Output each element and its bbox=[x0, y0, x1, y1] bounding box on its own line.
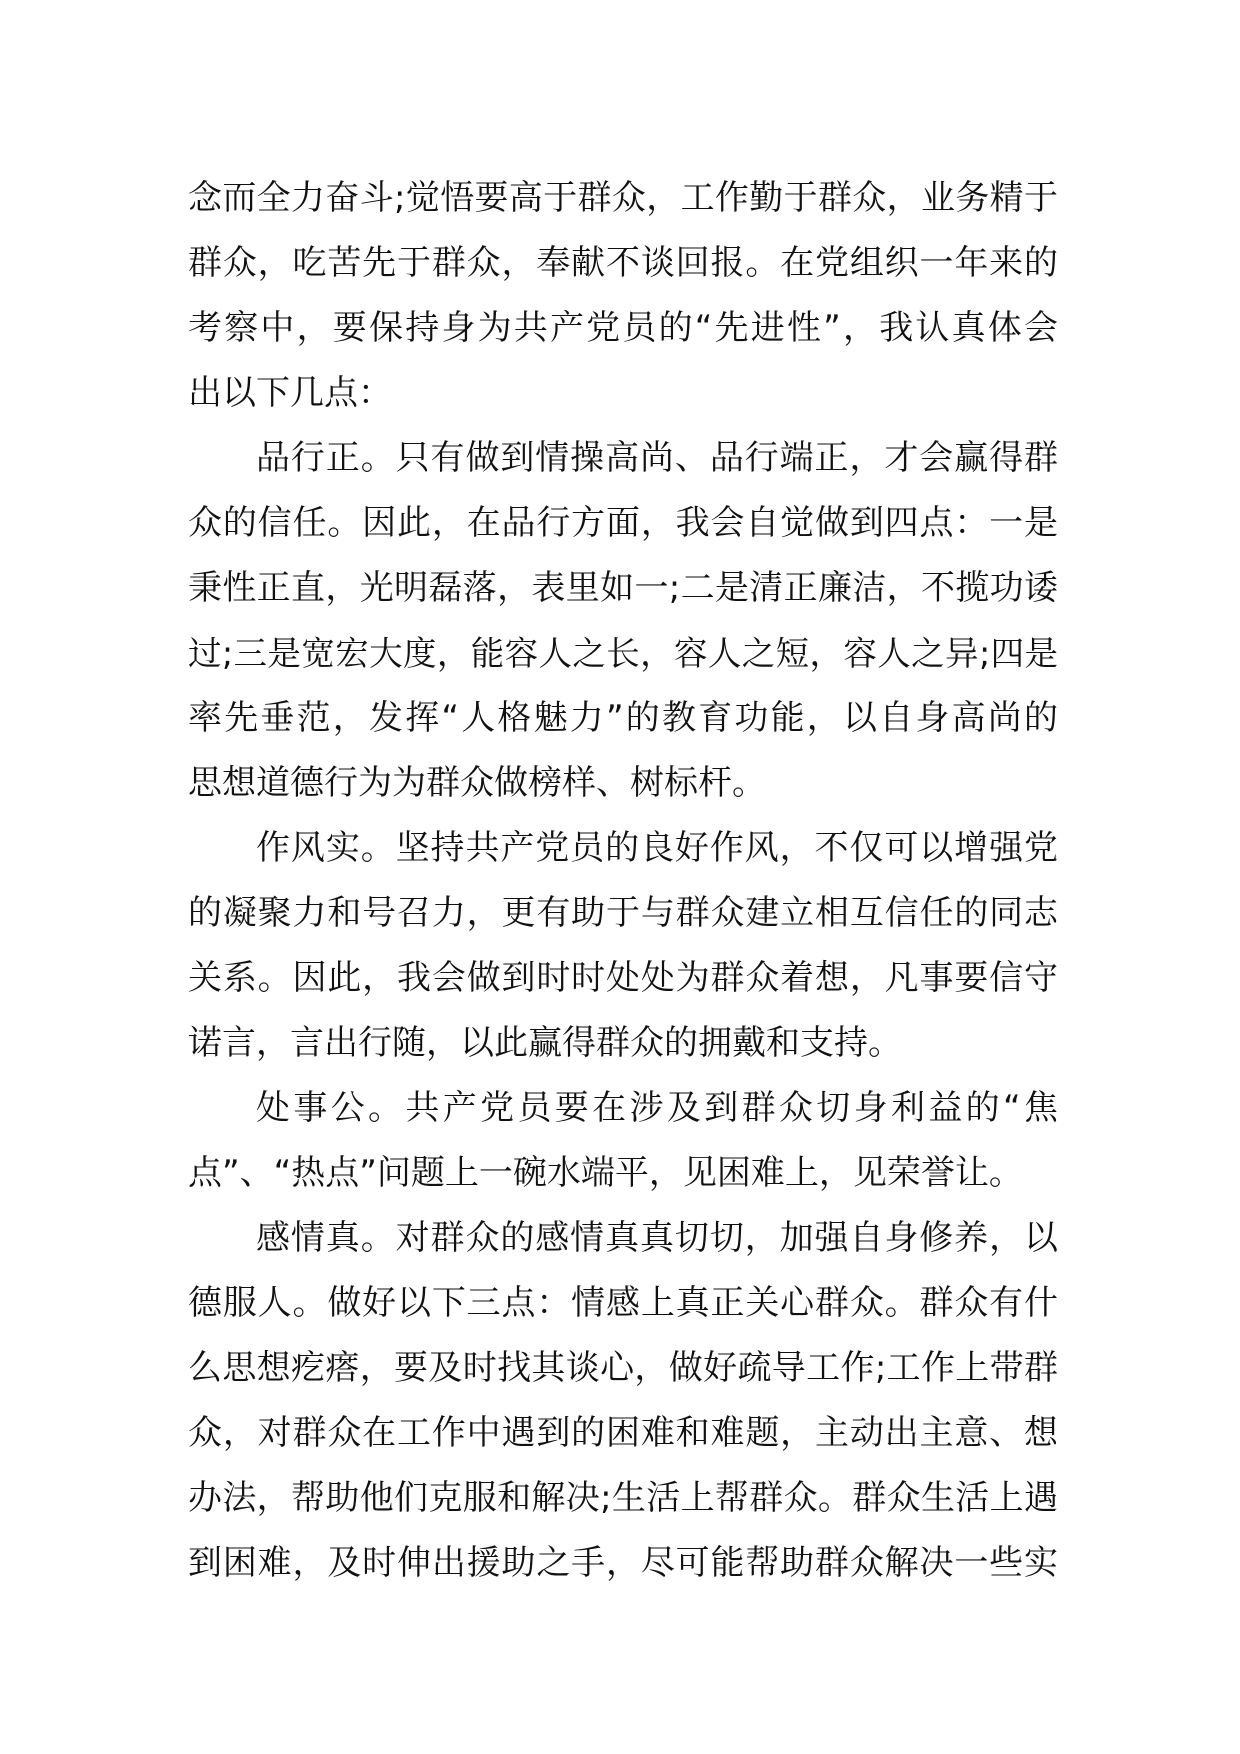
text-line: 德服人。做好以下三点：情感上真正关心群众。群众有什 bbox=[188, 1283, 1058, 1323]
text-line: 到困难，及时伸出援助之手，尽可能帮助群众解决一些实 bbox=[188, 1543, 1058, 1583]
text-line: 思想道德行为为群众做榜样、树标杆。 bbox=[188, 763, 766, 803]
text-line: 品行正。只有做到情操高尚、品行端正，才会赢得群 bbox=[256, 438, 1058, 478]
text-line: 么思想疙瘩，要及时找其谈心，做好疏导工作;工作上带群 bbox=[188, 1348, 1058, 1388]
text-line: 处事公。共产党员要在涉及到群众切身利益的“焦 bbox=[256, 1088, 1058, 1128]
text-line: 考察中，要保持身为共产党员的“先进性”，我认真体会 bbox=[188, 308, 1058, 348]
text-line: 诺言，言出行随，以此赢得群众的拥戴和支持。 bbox=[188, 1023, 902, 1063]
text-line: 群众，吃苦先于群众，奉献不谈回报。在党组织一年来的 bbox=[188, 243, 1058, 283]
text-line: 过;三是宽宏大度，能容人之长，容人之短，容人之异;四是 bbox=[188, 634, 1058, 673]
text-line: 办法，帮助他们克服和解决;生活上帮群众。群众生活上遇 bbox=[188, 1478, 1058, 1518]
text-line: 出以下几点： bbox=[188, 373, 392, 413]
text-line: 感情真。对群众的感情真真切切，加强自身修养，以 bbox=[256, 1218, 1058, 1258]
text-line: 点”、“热点”问题上一碗水端平，见困难上，见荣誉让。 bbox=[188, 1153, 1023, 1193]
text-line: 率先垂范，发挥“人格魅力”的教育功能，以自身高尚的 bbox=[188, 698, 1058, 738]
text-line: 念而全力奋斗;觉悟要高于群众，工作勤于群众，业务精于 bbox=[188, 178, 1059, 218]
text-line: 关系。因此，我会做到时时处处为群众着想，凡事要信守 bbox=[188, 958, 1058, 998]
document-body bbox=[188, 166, 1058, 1596]
text-line: 的凝聚力和号召力，更有助于与群众建立相互信任的同志 bbox=[188, 893, 1058, 933]
text-line: 众，对群众在工作中遇到的困难和难题，主动出主意、想 bbox=[188, 1413, 1058, 1453]
text-line: 众的信任。因此，在品行方面，我会自觉做到四点：一是 bbox=[188, 503, 1058, 543]
text-line: 秉性正直，光明磊落，表里如一;二是清正廉洁，不揽功诿 bbox=[188, 568, 1059, 608]
text-line: 作风实。坚持共产党员的良好作风，不仅可以增强党 bbox=[256, 828, 1058, 868]
